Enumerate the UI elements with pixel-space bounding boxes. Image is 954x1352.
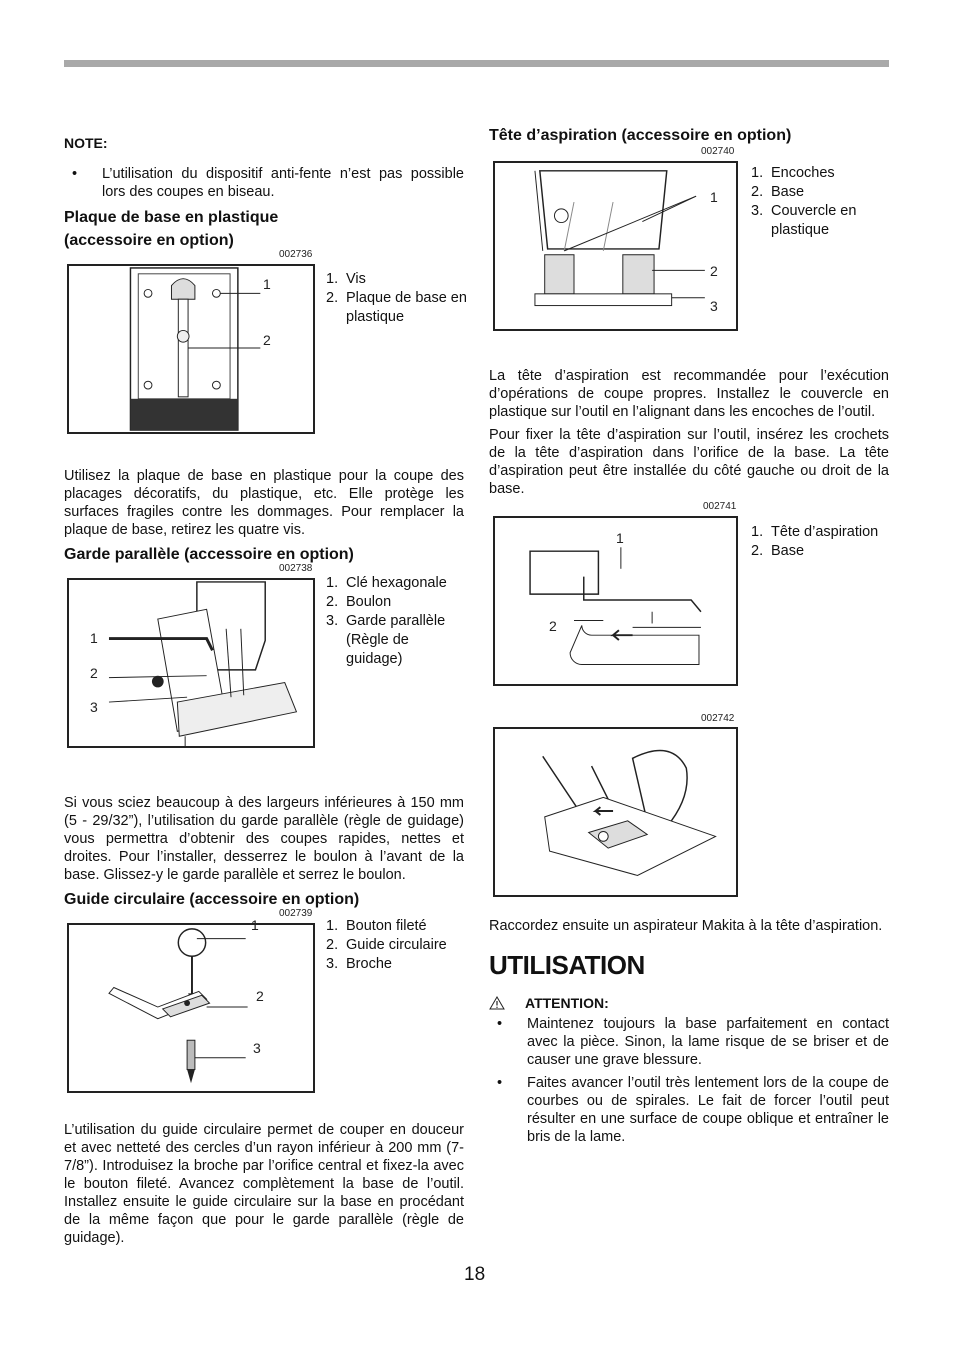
legend-item: 2. Guide circulaire (326, 937, 447, 953)
guide-text: L’utilisation du guide circulaire permet de couper en douceur et avec netteté des cercles d’un rayon inférieur à 200 mm (7-7/8”). Introduisez la broche par l’orifice central et fixez-la avec le bouton fileté. Avancez complètement la base de l’outil. Installez ensuite le guide circulaire sur la base en procédant de la même façon que pour le garde parallèle (règle de guidage). (64, 1122, 464, 1246)
callout-2: 2 (549, 618, 557, 634)
top-rule (64, 60, 889, 67)
left-column (64, 135, 467, 1247)
parallel-guide-illustration (69, 580, 313, 746)
note-label: NOTE: (64, 135, 108, 151)
guide-title: Guide circulaire (accessoire en option) (64, 891, 360, 908)
attention-bullet (489, 1015, 889, 1069)
attention-label: ATTENTION: (525, 995, 609, 1011)
garde-title: Garde parallèle (accessoire en option) (64, 546, 354, 563)
dust-nozzle-illustration (495, 163, 736, 329)
garde-legend (326, 574, 466, 669)
legend-item: 2. Base (751, 184, 805, 200)
attention-bullet-text: Maintenez toujours la base parfaitement en contact avec la pièce. Sinon, la lame risque de se briser et de causer une grave blessure. (527, 1016, 889, 1068)
callout-1: 1 (616, 530, 624, 546)
tete-text-1: La tête d’aspiration est recommandée pour l’exécution d’opérations de coupe propres. Installez le couvercle en plastique sur l’outil en l’alignant dans les encoches de l’outil. (489, 368, 889, 420)
tete-figure3-row (489, 687, 889, 917)
legend-item: 2. Plaque de base en plastique (326, 290, 467, 325)
bullet-dot: • (497, 1016, 503, 1032)
guide-figure (67, 923, 315, 1093)
tete-text-3: Raccordez ensuite un aspirateur Makita à la tête d’aspiration. (489, 918, 883, 934)
plaque-figure (67, 264, 315, 434)
nozzle-hand-illustration (495, 729, 736, 895)
legend-item: 3. Broche (326, 956, 392, 972)
callout-1: 1 (263, 276, 271, 292)
note-bullet-text: L’utilisation du dispositif anti-fente n’est pas possible lors des coupes en biseau. (102, 166, 464, 200)
tete-figure2-row (489, 498, 889, 687)
callout-1: 1 (710, 189, 718, 205)
plaque-figure-row (64, 249, 467, 448)
note-bullet (64, 165, 464, 201)
callout-1: 1 (251, 917, 259, 933)
legend-item: 1. Bouton fileté (326, 918, 427, 934)
bullet-dot: • (497, 1075, 503, 1091)
tete-title: Tête d’aspiration (accessoire en option) (489, 127, 792, 144)
plaque-legend (326, 270, 471, 327)
callout-3: 3 (710, 298, 718, 314)
warning-triangle-icon (489, 996, 505, 1010)
legend-item: 1. Tête d’aspiration (751, 524, 879, 540)
legend-item: 1. Vis (326, 271, 366, 287)
plaque-title-1: Plaque de base en plastique (64, 209, 279, 226)
tete-figure-3 (493, 727, 738, 897)
attention-bullet (489, 1074, 889, 1146)
utilisation-heading: UTILISATION (489, 950, 645, 980)
circular-guide-illustration (69, 925, 313, 1091)
figure-code: 002742 (701, 713, 735, 724)
legend-item: 1. Clé hexagonale (326, 575, 447, 591)
legend-item: 2. Base (751, 543, 805, 559)
callout-3: 3 (90, 699, 98, 715)
figure-code: 002739 (279, 908, 313, 919)
base-plate-illustration (69, 266, 313, 432)
legend-item: 1. Encoches (751, 165, 835, 181)
figure-code: 002740 (701, 146, 735, 157)
tete-figure (493, 161, 738, 331)
right-column (489, 124, 889, 1146)
bullet-dot: • (72, 166, 78, 182)
attention-label-row (489, 995, 889, 1011)
tete-legend (751, 164, 891, 240)
garde-text: Si vous sciez beaucoup à des largeurs inférieures à 150 mm (5 - 29/32”), l’utilisation du garde parallèle (règle de guidage) vous permettra d’obtenir des coupes rapides, nettes et droites. Pour l’installer, desserrez le boulon à l’avant de la base. Glissez-y le garde parallèle et serrez le boulon. (64, 795, 464, 883)
tete-figure-row (489, 147, 889, 367)
figure-code: 002736 (279, 249, 313, 260)
callout-2: 2 (710, 263, 718, 279)
plaque-text: Utilisez la plaque de base en plastique pour la coupe des placages décoratifs, du plastique, etc. Elle protège les surfaces fragiles contre les dommages. Pour remplacer la plaque de base, retirez les quatre vis. (64, 468, 464, 538)
figure-code: 002741 (703, 501, 737, 512)
garde-figure (67, 578, 315, 748)
callout-2: 2 (256, 988, 264, 1004)
callout-2: 2 (263, 332, 271, 348)
callout-1: 1 (90, 630, 98, 646)
tete-text-2: Pour fixer la tête d’aspiration sur l’outil, insérez les crochets de la tête d’aspiration dans l’orifice de la base. La tête d’aspiration peut être installée du côté gauche ou droit de la base. (489, 427, 889, 497)
callout-2: 2 (90, 665, 98, 681)
plaque-title-2: (accessoire en option) (64, 232, 234, 249)
guide-legend (326, 917, 466, 974)
guide-figure-row (64, 908, 464, 1113)
garde-figure-row (64, 563, 464, 794)
page-number: 18 (464, 1264, 486, 1285)
legend-item: 2. Boulon (326, 594, 392, 610)
callout-3: 3 (253, 1040, 261, 1056)
tete-legend-2 (751, 523, 891, 561)
attention-bullet-text: Faites avancer l’outil très lentement lors de la coupe de courbes ou de spirales. Le fait de forcer l’outil peut résulter en une surface de coupe oblique et entraîner le bris de la lame. (527, 1075, 889, 1145)
legend-item: 3. Garde parallèle (Règle de guidage) (326, 613, 446, 667)
legend-item: 3. Couvercle en plastique (751, 203, 857, 238)
figure-code: 002738 (279, 563, 313, 574)
